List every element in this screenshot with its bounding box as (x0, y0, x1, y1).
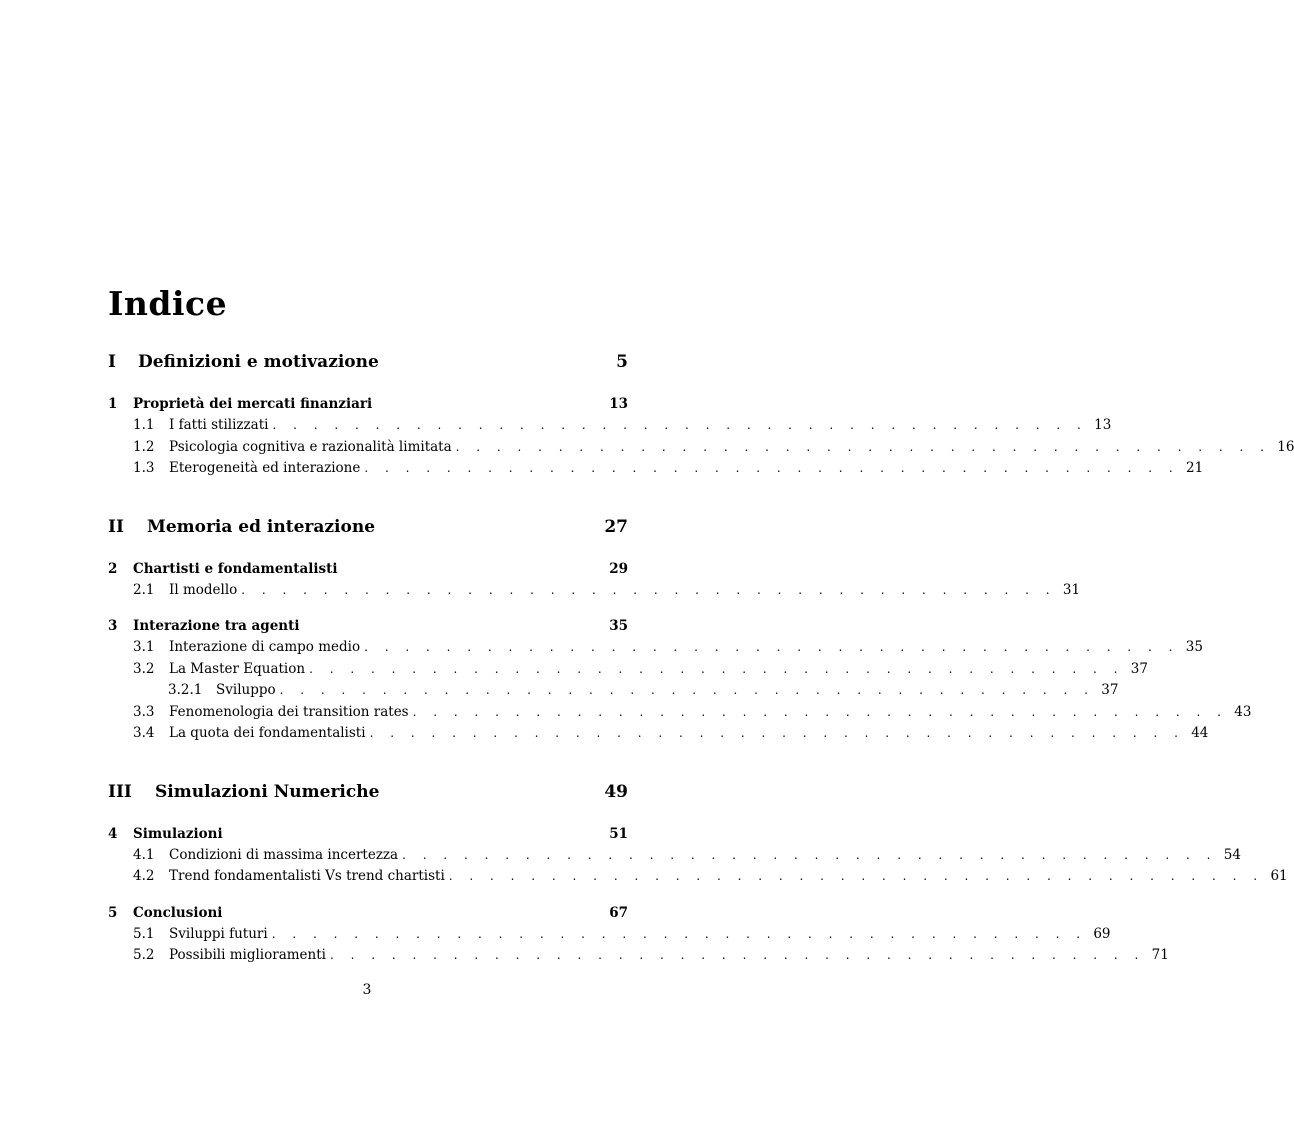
section-number: 5.2 (133, 947, 155, 963)
toc-section[interactable] (108, 637, 1203, 659)
part-page: 49 (604, 781, 628, 802)
chapter-page: 35 (609, 618, 628, 634)
section-title: Eterogeneità ed interazione (169, 460, 361, 476)
toc-section[interactable] (108, 415, 1112, 437)
section-page: 43 (1234, 703, 1252, 720)
part-number: I (108, 352, 116, 372)
section-number: 2.1 (133, 581, 155, 598)
section-number: 3.4 (133, 725, 155, 741)
dot-leader: . . . . . . . . . . . . . . . . . . . . . . . . . . . . . . . . . . . . . . . . (448, 869, 1264, 883)
chapter-page: 29 (609, 560, 628, 577)
page-title: Indice (108, 284, 228, 324)
section-page: 61 (1270, 868, 1288, 884)
section-number: 5.1 (133, 925, 155, 942)
part-page: 27 (604, 516, 628, 537)
toc-part[interactable] (108, 775, 628, 809)
section-page: 21 (1186, 460, 1204, 476)
section-page: 44 (1191, 725, 1209, 741)
dot-leader: . . . . . . . . . . . . . . . . . . . . . . . . . . . . . . . . . . . . . . . . (241, 582, 1057, 597)
chapter-number: 1 (108, 396, 118, 412)
subsection-number: 3.2.1 (168, 682, 203, 698)
section-number: 4.2 (133, 868, 155, 884)
chapter-page: 13 (609, 396, 628, 412)
chapter-number: 3 (108, 618, 118, 634)
section-title: Condizioni di massima incertezza (169, 846, 399, 863)
section-number: 3.1 (133, 639, 155, 655)
toc-section[interactable] (108, 866, 1288, 888)
dot-leader: . . . . . . . . . . . . . . . . . . . . . . . . . . . . . . . . . . . . . . . . (271, 926, 1087, 941)
dot-leader: . . . . . . . . . . . . . . . . . . . . . . . . . . . . . . . . . . . . . . . . (402, 847, 1217, 862)
toc-section[interactable] (108, 945, 1169, 967)
toc-chapter[interactable] (108, 823, 628, 845)
toc-section[interactable] (108, 845, 1241, 867)
section-page: 54 (1223, 846, 1241, 863)
chapter-number: 4 (108, 825, 118, 842)
toc-chapter[interactable] (108, 902, 628, 924)
chapter-title: Chartisti e fondamentalisti (133, 560, 338, 577)
section-page: 13 (1094, 417, 1112, 433)
subsection-title: Sviluppo (216, 682, 276, 698)
section-number: 4.1 (133, 846, 155, 863)
part-title: Definizioni e motivazione (138, 352, 379, 372)
section-title: Trend fondamentalisti Vs trend chartisti (169, 868, 445, 884)
toc-section[interactable] (108, 458, 1204, 480)
dot-leader: . . . . . . . . . . . . . . . . . . . . . . . . . . . . . . . . . . . . . . . . (412, 704, 1228, 719)
section-page: 71 (1151, 947, 1169, 963)
section-number: 1.1 (133, 417, 155, 433)
chapter-number: 5 (108, 904, 118, 921)
section-page: 37 (1130, 660, 1148, 677)
toc-part[interactable] (108, 345, 628, 379)
dot-leader: . . . . . . . . . . . . . . . . . . . . . . . . . . . . . . . . . . . . . . . . (272, 418, 1088, 432)
chapter-title: Conclusioni (133, 904, 223, 921)
section-title: Psicologia cognitiva e razionalità limitata (169, 438, 452, 455)
part-number: II (108, 516, 124, 537)
section-title: La quota dei fondamentalisti (169, 725, 366, 741)
part-title: Simulazioni Numeriche (155, 781, 380, 802)
section-title: I fatti stilizzati (169, 417, 269, 433)
chapter-page: 67 (609, 904, 628, 921)
dot-leader: . . . . . . . . . . . . . . . . . . . . . . . . . . . . . . . . . . . . . . . . (364, 640, 1179, 654)
section-title: Il modello (169, 581, 238, 598)
chapter-page: 51 (609, 825, 628, 842)
page-number: 3 (362, 982, 372, 998)
part-title: Memoria ed interazione (147, 516, 376, 537)
toc-chapter[interactable] (108, 558, 628, 580)
dot-leader: . . . . . . . . . . . . . . . . . . . . . . . . . . . . . . . . . . . . . . . . (455, 439, 1271, 454)
section-title: Interazione di campo medio (169, 639, 361, 655)
toc-chapter[interactable] (108, 393, 628, 415)
section-number: 1.2 (133, 438, 155, 455)
dot-leader: . . . . . . . . . . . . . . . . . . . . . . . . . . . . . . . . . . . . . . . . (279, 683, 1095, 697)
toc-section[interactable] (108, 437, 1294, 459)
toc-section[interactable] (108, 702, 1252, 724)
part-number: III (108, 781, 132, 802)
toc-section[interactable] (108, 723, 1209, 745)
section-title: La Master Equation (169, 660, 306, 677)
section-number: 3.3 (133, 703, 155, 720)
dot-leader: . . . . . . . . . . . . . . . . . . . . . . . . . . . . . . . . . . . . . . . . (364, 461, 1180, 475)
table-of-contents (108, 345, 1294, 967)
chapter-number: 2 (108, 560, 118, 577)
section-title: Sviluppi futuri (169, 925, 268, 942)
chapter-title: Proprietà dei mercati finanziari (133, 396, 373, 412)
toc-section[interactable] (108, 924, 1111, 946)
chapter-title: Interazione tra agenti (133, 618, 300, 634)
section-page: 69 (1093, 925, 1111, 942)
section-page: 35 (1185, 639, 1203, 655)
section-page: 31 (1062, 581, 1081, 598)
section-page: 16 (1277, 438, 1294, 455)
toc-section[interactable] (108, 580, 1081, 602)
toc-section[interactable] (108, 659, 1148, 681)
part-page: 5 (616, 352, 628, 372)
dot-leader: . . . . . . . . . . . . . . . . . . . . . . . . . . . . . . . . . . . . . . . . (309, 661, 1124, 676)
toc-part[interactable] (108, 510, 628, 544)
subsection-page: 37 (1101, 682, 1119, 698)
dot-leader: . . . . . . . . . . . . . . . . . . . . . . . . . . . . . . . . . . . . . . . . (369, 726, 1185, 740)
section-number: 3.2 (133, 660, 155, 677)
section-number: 1.3 (133, 460, 155, 476)
section-title: Possibili miglioramenti (169, 947, 326, 963)
dot-leader: . . . . . . . . . . . . . . . . . . . . . . . . . . . . . . . . . . . . . . . . (329, 948, 1145, 962)
toc-chapter[interactable] (108, 615, 628, 637)
toc-subsection[interactable] (108, 680, 1119, 702)
section-title: Fenomenologia dei transition rates (169, 703, 409, 720)
chapter-title: Simulazioni (133, 825, 223, 842)
